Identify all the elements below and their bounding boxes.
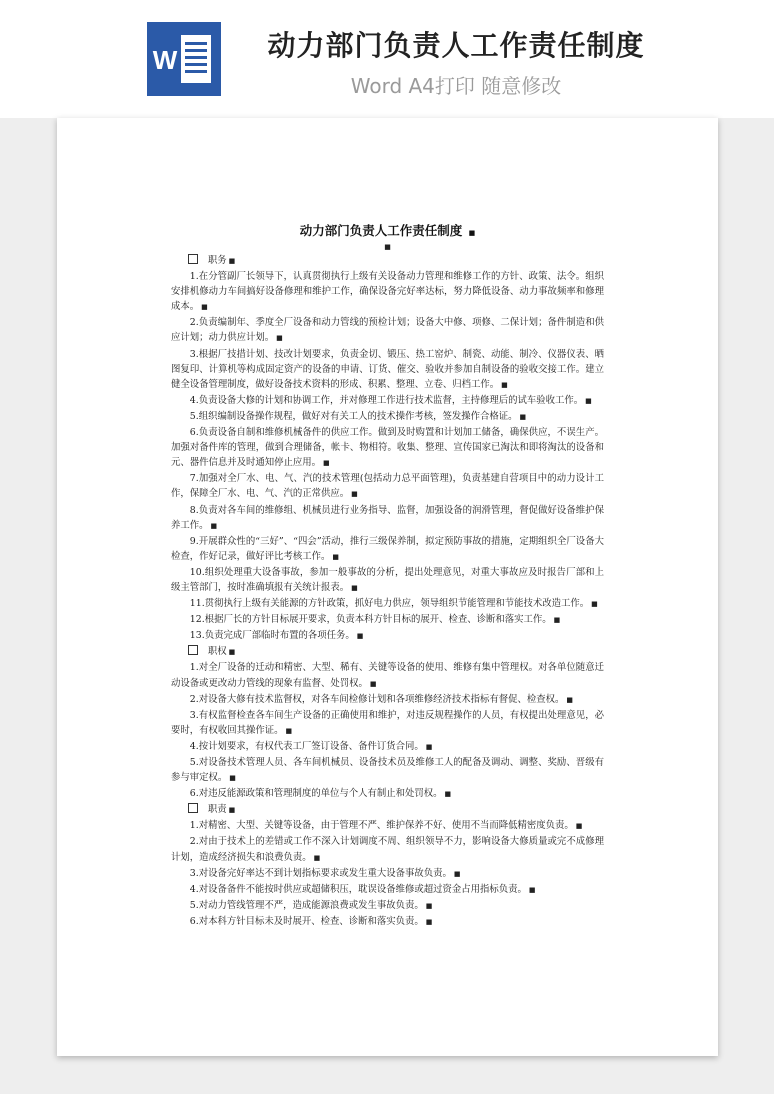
section-heading (171, 644, 604, 660)
list-item (171, 786, 604, 802)
paragraph-mark: ■ (384, 243, 391, 251)
header-banner (0, 0, 774, 118)
word-logo-icon (147, 22, 221, 96)
list-item (171, 914, 604, 930)
checkbox-icon (188, 803, 198, 813)
paragraph-mark: ■ (585, 396, 592, 405)
list-item-text: 2.对由于技术上的差错或工作不深入计划调度不周、组织领导不力，影响设备大修质量或完不成修理计划，造成经济损失和浪费负责。 (171, 836, 604, 863)
list-item (171, 612, 604, 628)
paragraph-mark: ■ (519, 412, 527, 421)
paragraph-mark: ■ (425, 901, 433, 910)
list-item (171, 834, 604, 865)
checkbox-icon (188, 645, 198, 655)
section-heading-text: 职责 (207, 804, 227, 816)
paragraph-mark: ■ (356, 632, 364, 641)
list-item-text: 4.负责设备大修的计划和协调工作，并对修理工作进行技术监督，主持修理后的试车验收工作。 (189, 394, 584, 406)
paragraph-mark: ■ (313, 853, 321, 862)
list-item-text: 3.对设备完好率达不到计划指标要求或发生重大设备事故负责。 (189, 867, 452, 879)
paragraph-mark: ■ (229, 774, 236, 783)
section-heading-text: 职权 (207, 646, 227, 658)
list-item (171, 866, 604, 882)
list-item-text: 11.贯彻执行上级有关能源的方针政策，抓好电力供应，领导组织节能管理和节能技术改造工作。 (189, 598, 590, 610)
list-item (171, 393, 604, 409)
paragraph-mark: ■ (351, 583, 358, 592)
logo-letter: W (152, 45, 178, 75)
document-body (171, 222, 604, 930)
list-item (171, 409, 604, 425)
paragraph-mark: ■ (425, 917, 433, 926)
document-page (57, 118, 718, 1056)
list-item-text: 1.对精密、大型、关键等设备，由于管理不严、维护保养不好、使用不当而降低精密度负责。 (189, 820, 574, 832)
list-item-text: 3.根据厂技措计划、技改计划要求，负责金切、锻压、热工窑炉、制瓷、动能、制冷、仪器仪表、晒图复印、计算机等构成固定资产的设备的申请、订货、催交、验收并参加自制设备的验收交接工作。建立健全设备管理制度，做好设备技术资料的形成、积累、整理、立卷、归档工作。 (171, 348, 604, 390)
paragraph-mark: ■ (285, 726, 293, 735)
list-item (171, 660, 604, 691)
list-item (171, 315, 604, 346)
paragraph-mark: ■ (425, 742, 433, 751)
paragraph-mark: ■ (444, 790, 452, 799)
list-item-text: 10.组织处理重大设备事故，参加一般事故的分析，提出处理意见，对重大事故应及时报告厂部和上级主管部门，按时准确填报有关统计报表。 (171, 566, 604, 593)
list-item (171, 755, 604, 786)
paragraph-mark: ■ (369, 679, 377, 688)
list-item-text: 1.在分管副厂长领导下，认真贯彻执行上级有关设备动力管理和维修工作的方针、政策、法令。组织安排机修动力车间搞好设备修理和维护工作，确保设备完好率达标，努力降低设备、动力事故频率和修理成本。 (171, 271, 604, 313)
list-item (171, 628, 604, 644)
list-item (171, 534, 604, 565)
list-item-text: 13.负责完成厂部临时布置的各项任务。 (189, 630, 355, 642)
list-item (171, 739, 604, 755)
paragraph-mark: ■ (228, 806, 236, 815)
list-item-text: 6.对本科方针目标未及时展开、检查、诊断和落实负责。 (189, 915, 424, 927)
list-item (171, 425, 604, 471)
paragraph-mark: ■ (228, 648, 236, 657)
list-item-text: 3.有权监督检查各车间生产设备的正确使用和维护，对违反规程操作的人员，有权提出处理意见，必要时，有权收回其操作证。 (171, 709, 604, 736)
list-item (171, 818, 604, 834)
paragraph-mark: ■ (332, 552, 340, 561)
document-title: 动力部门负责人工作责任制度 ■ (299, 223, 476, 238)
paragraph-mark: ■ (591, 600, 598, 609)
paragraph-mark: ■ (201, 303, 208, 312)
list-item (171, 565, 604, 596)
banner-subtitle: Word A4打印 随意修改 (350, 74, 562, 98)
paragraph-mark: ■ (351, 490, 358, 499)
list-item (171, 708, 604, 739)
banner-title: 动力部门负责人工作责任制度 (267, 29, 645, 62)
paragraph-mark: ■ (276, 334, 283, 343)
list-item-text: 4.按计划要求，有权代表工厂签订设备、备件订货合同。 (189, 740, 424, 752)
list-item-text: 5.对动力管线管理不严，造成能源浪费或发生事故负责。 (189, 899, 424, 911)
list-item-text: 5.组织编制设备操作规程，做好对有关工人的技术操作考核，签发操作合格证。 (189, 410, 518, 422)
section-heading (171, 253, 604, 269)
paragraph-mark: ■ (528, 885, 536, 894)
list-item-text: 2.对设备大修有技术监督权，对各车间检修计划和各项维修经济技术指标有督促、检查权。 (189, 693, 565, 705)
list-item-text: 12.根据厂长的方针目标展开要求，负责本科方针目标的展开、检查、诊断和落实工作。 (189, 614, 552, 626)
paragraph-mark: ■ (553, 616, 561, 625)
paragraph-mark: ■ (228, 257, 236, 265)
paragraph-mark: ■ (575, 822, 583, 831)
list-item-text: 6.负责设备自制和维修机械备件的供应工作。做到及时购置和计划加工储备，确保供应，不误生产。加强对备件库的管理，做到合理储备，帐卡、物相符。收集、整理、宣传国家已淘汰和即将淘汰的设备和元、器件信息并及时通知停止应用。 (171, 427, 604, 469)
paragraph-mark: ■ (501, 380, 508, 389)
list-item-text: 7.加强对全厂水、电、气、汽的技术管理(包括动力总平面管理)，负责基建自营项目中的动力设计工作，保障全厂水、电、气、汽的正常供应。 (171, 473, 604, 500)
list-item-text: 4.对设备备件不能按时供应或超储积压，耽误设备维修或超过资金占用指标负责。 (189, 883, 527, 895)
section-heading-text: 职务 (207, 255, 227, 266)
list-item-text: 8.负责对各车间的维修组、机械员进行业务指导、监督，加强设备的润滑管理，督促做好设备维护保养工作。 (171, 504, 604, 531)
paragraph-mark: ■ (323, 459, 330, 468)
paragraph-mark: ■ (468, 229, 476, 237)
list-item (171, 503, 604, 534)
list-item (171, 269, 604, 315)
section-heading (171, 802, 604, 818)
list-item-text: 6.对违反能源政策和管理制度的单位与个人有制止和处罚权。 (189, 788, 443, 800)
list-item (171, 596, 604, 612)
list-item (171, 898, 604, 914)
document-sections (171, 253, 604, 930)
list-item-text: 9.开展群众性的“三好”、“四会”活动，推行三级保养制，拟定预防事故的措施，定期组织全厂设备大检查，作好记录，做好评比考核工作。 (171, 535, 604, 562)
list-item-text: 1.对全厂设备的迁动和精密、大型、稀有、关键等设备的使用、维修有集中管理权。对各单位随意迁动设备或更改动力管线的现象有监督、处罚权。 (171, 662, 604, 689)
list-item (171, 347, 604, 393)
paragraph-mark: ■ (566, 695, 573, 704)
checkbox-icon (188, 254, 198, 264)
paragraph-mark: ■ (453, 869, 461, 878)
list-item-text: 2.负责编制年、季度全厂设备和动力管线的预检计划；设备大中修、项修、二保计划；备件制造和供应计划；动力供应计划。 (171, 317, 604, 344)
list-item (171, 882, 604, 898)
paragraph-mark: ■ (210, 521, 218, 530)
list-item (171, 692, 604, 708)
list-item-text: 5.对设备技术管理人员、各车间机械员、设备技术员及维修工人的配备及调动、调整、奖励、晋级有参与审定权。 (171, 757, 604, 784)
list-item (171, 471, 604, 502)
